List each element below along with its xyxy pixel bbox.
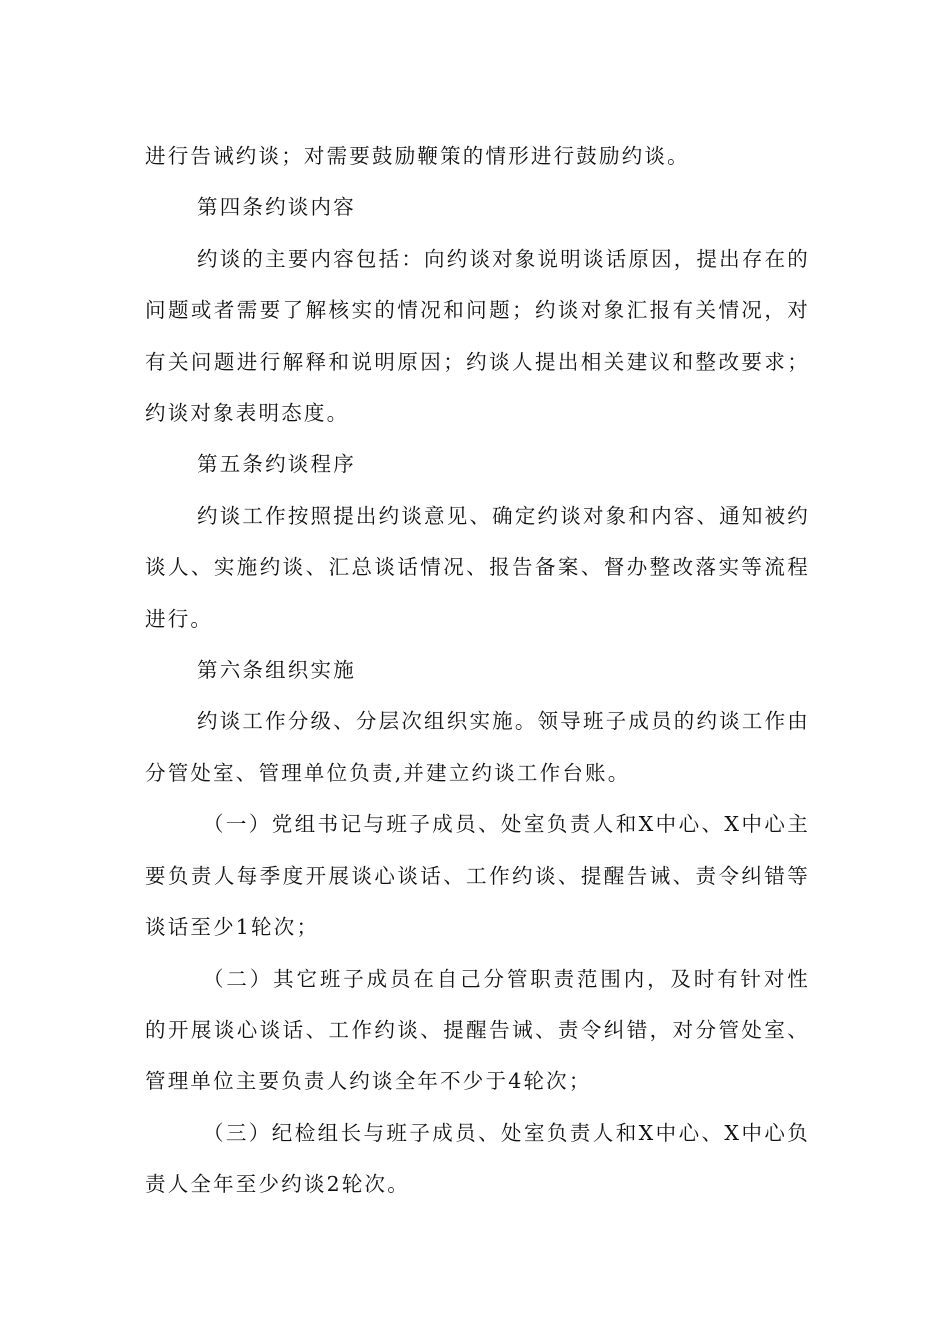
paragraph-interview-content: 约谈的主要内容包括：向约谈对象说明谈话原因，提出存在的问题或者需要了解核实的情况和问题；约谈对象汇报有关情况，对有关问题进行解释和说明原因；约谈人提出相关建议和整改要求；约谈对象表明态度。 (145, 246, 810, 426)
section-heading-article-4: 第四条约谈内容 (197, 195, 356, 220)
paragraph-organization: 约谈工作分级、分层次组织实施。领导班子成员的约谈工作由分管处室、管理单位负责,并建立约谈工作台账。 (145, 709, 810, 785)
list-item-1: （一）党组书记与班子成员、处室负责人和X中心、X中心主要负责人每季度开展谈心谈话、工作约谈、提醒告诫、责令纠错等谈话至少1轮次； (145, 812, 810, 940)
list-item-2: （二）其它班子成员在自己分管职责范围内，及时有针对性的开展谈心谈话、工作约谈、提醒告诫、责令纠错，对分管处室、管理单位主要负责人约谈全年不少于4轮次； (145, 966, 810, 1094)
document-body (145, 131, 810, 1211)
section-heading-article-6: 第六条组织实施 (197, 658, 356, 683)
paragraph-interview-procedure: 约谈工作按照提出约谈意见、确定约谈对象和内容、通知被约谈人、实施约谈、汇总谈话情况、报告备案、督办整改落实等流程进行。 (145, 503, 810, 631)
list-item-3: （三）纪检组长与班子成员、处室负责人和X中心、X中心负责人全年至少约谈2轮次。 (145, 1120, 810, 1197)
paragraph-continuation: 进行告诫约谈；对需要鼓励鞭策的情形进行鼓励约谈。 (145, 144, 690, 168)
section-heading-article-5: 第五条约谈程序 (197, 452, 356, 477)
